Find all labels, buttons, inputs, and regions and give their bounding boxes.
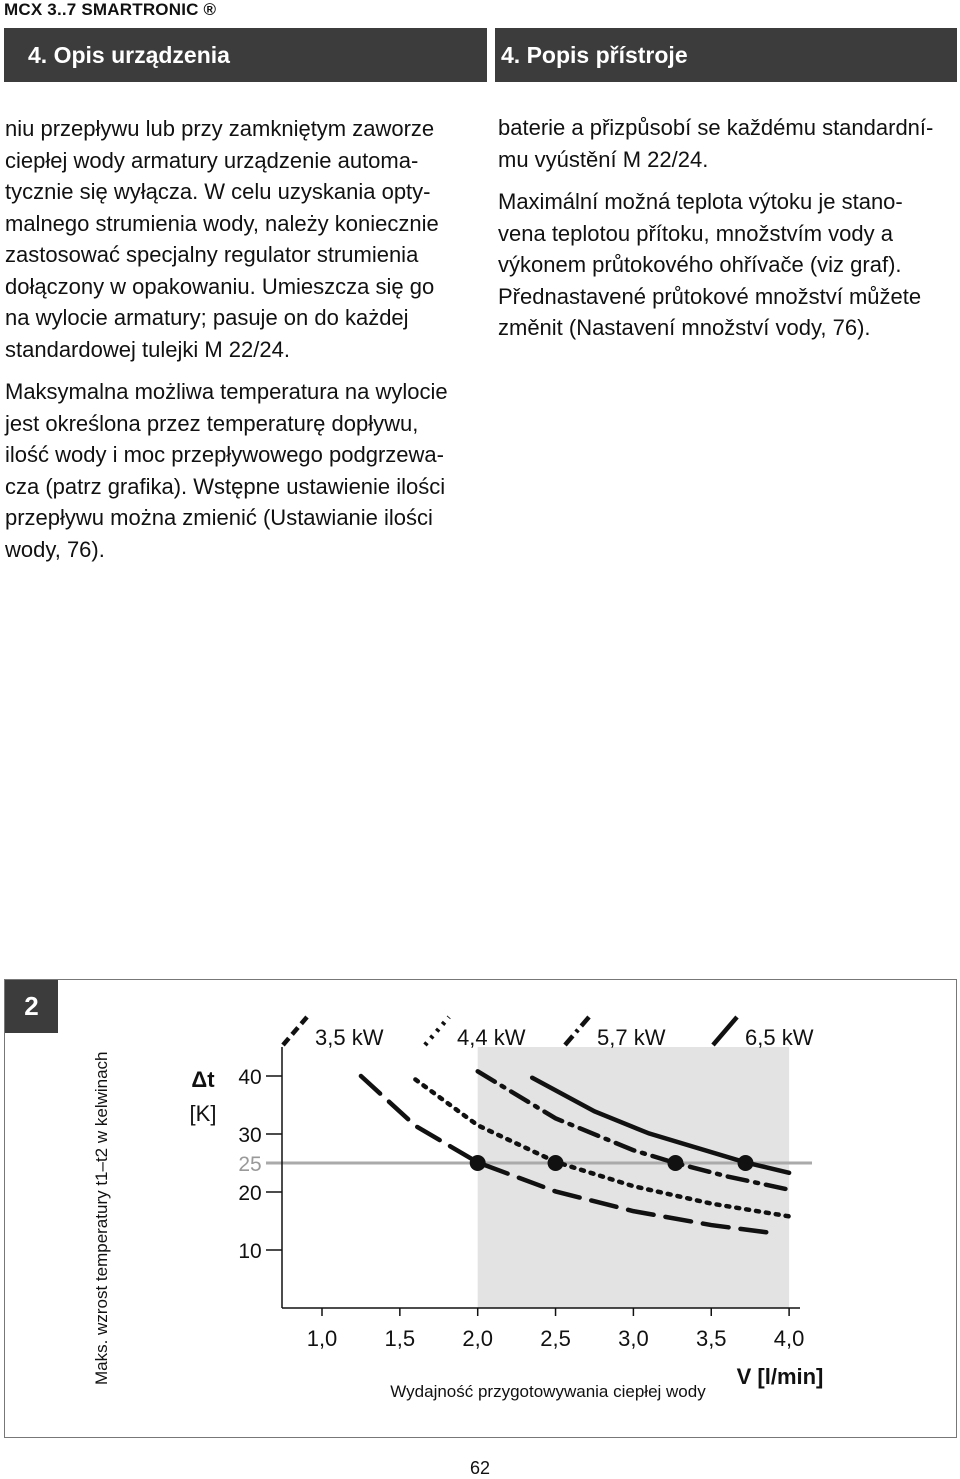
y-tick-label-25: 25: [238, 1153, 262, 1176]
y-axis-label: Δt: [191, 1067, 215, 1092]
paragraph: Maximální možná teplota výtoku je stano- vena teplotou přítoku, množstvím vody a výkonem průtokového ohřívače (viz graf). Přednastavené průtokové množství můžete změnit (Nastavení množství vody, 76).: [498, 189, 922, 340]
section-title-czech: 4. Popis přístroje: [495, 28, 957, 82]
page-number: 62: [469, 1458, 491, 1478]
x-tick-label: 2,0: [462, 1326, 493, 1351]
legend-label: 3,5 kW: [315, 1025, 384, 1050]
intersection-marker: [667, 1155, 683, 1171]
paragraph: niu przepływu lub przy zamkniętym zaworze ciepłej wody armatury urządzenie automa- tycznie się wyłącza. W celu uzyskania opty- malnego strumienia wody, należy koniecznie zastosować specjalny regulator strumienia dołączony w opakowaniu. Umieszcza się go na wylocie armatury; pasuje on do każdej standardowej tulejki M 22/24.: [5, 116, 439, 362]
y-tick-label: 20: [238, 1182, 262, 1205]
y-tick-label: 40: [238, 1066, 262, 1089]
y-tick-label: 10: [238, 1240, 262, 1263]
legend-swatch: [565, 1017, 589, 1045]
y-axis-unit: [K]: [189, 1101, 217, 1126]
y-tick-label: 30: [238, 1124, 262, 1147]
x-tick-label: 3,0: [618, 1326, 649, 1351]
legend-swatch: [425, 1017, 449, 1045]
legend-label: 5,7 kW: [597, 1025, 666, 1050]
x-tick-label: 1,0: [306, 1326, 338, 1351]
paragraph: baterie a přizpůsobí se každému standardní- mu vyústění M 22/24.: [498, 115, 934, 172]
figure-vertical-caption: Maks. wzrost temperatury t1–t2 w kelwinach: [92, 1051, 111, 1385]
intersection-marker: [470, 1155, 486, 1171]
figure-number: 2: [5, 980, 58, 1033]
intersection-marker: [548, 1155, 564, 1171]
legend-swatch: [283, 1017, 307, 1045]
x-tick-label: 1,5: [384, 1326, 416, 1351]
section-title-polish: 4. Opis urządzenia: [4, 28, 487, 82]
legend-swatch: [713, 1017, 737, 1045]
x-tick-label: 4,0: [773, 1326, 805, 1351]
legend-label: 4,4 kW: [457, 1025, 526, 1050]
x-axis-caption: Wydajność przygotowywania ciepłej wody: [390, 1382, 706, 1401]
x-axis-label: V [l/min]: [736, 1364, 824, 1389]
x-tick-label: 3,5: [695, 1326, 727, 1351]
intersection-marker: [738, 1155, 754, 1171]
document-title: MCX 3..7 SMARTRONIC ®: [4, 0, 217, 19]
x-tick-label: 2,5: [540, 1326, 571, 1351]
paragraph: Maksymalna możliwa temperatura na wylocie jest określona przez temperaturę dopływu, ilość wody i moc przepływowego podgrzewa- cza (patrz grafika). Wstępne ustawienie ilości przepływu można zmienić (Ustawianie ilości wody, 76).: [5, 379, 448, 562]
legend-label: 6,5 kW: [745, 1025, 814, 1050]
